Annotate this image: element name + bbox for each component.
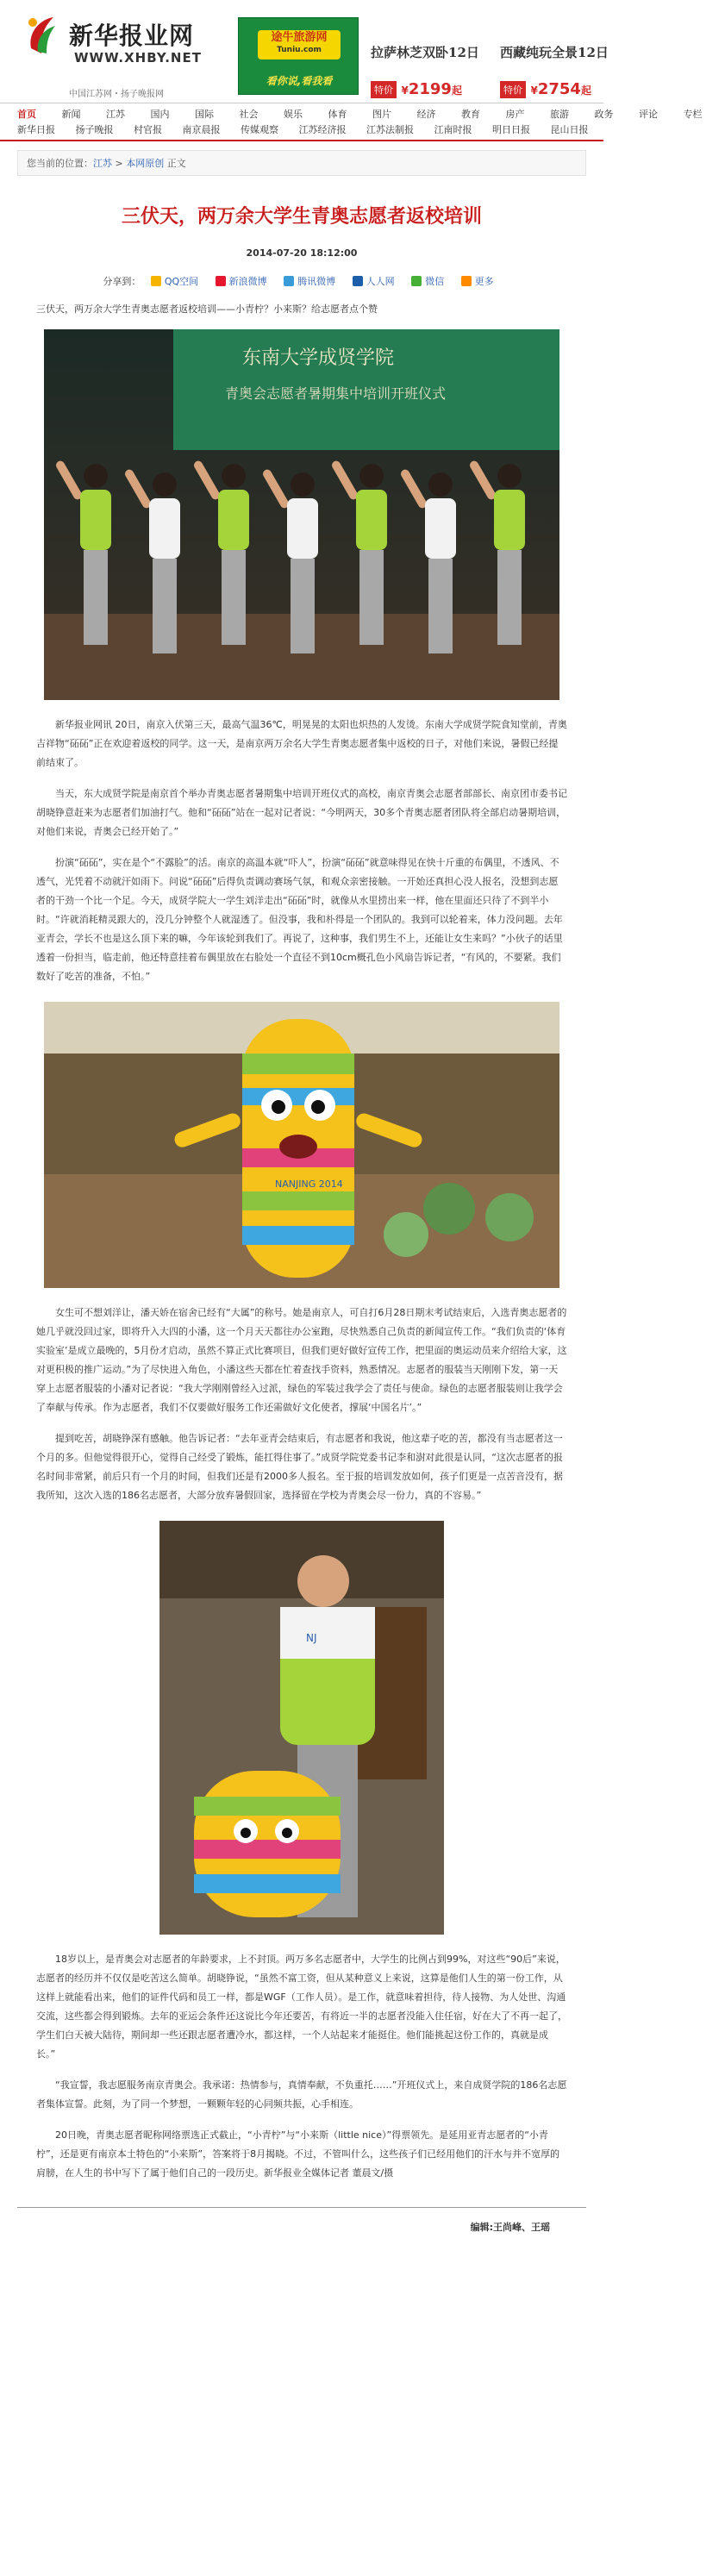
banner-text: 东南大学成贤学院 bbox=[242, 347, 395, 369]
qzone-icon bbox=[151, 276, 161, 286]
breadcrumb-link-original[interactable]: 本网原创 bbox=[126, 158, 165, 169]
share-weibo-label: 新浪微博 bbox=[228, 276, 267, 287]
stage-photo-image bbox=[44, 329, 559, 700]
nav-item[interactable]: 新闻 bbox=[61, 109, 81, 120]
article-editor: 编辑:王尚峰、王瑶 bbox=[470, 2222, 550, 2233]
article-lead: 三伏天，两万余大学生青奥志愿者返校培训——小青柠？小来斯？给志愿者点个赞 bbox=[36, 303, 378, 315]
breadcrumb-prefix: 您当前的位置： bbox=[27, 158, 93, 169]
mascot-photo-image bbox=[44, 1002, 559, 1288]
nav-item[interactable]: 房产 bbox=[505, 109, 525, 120]
nav-paper-item[interactable]: 传媒观察 bbox=[241, 124, 278, 135]
nav-paper-item[interactable]: 昆山日报 bbox=[550, 124, 589, 135]
nav-item[interactable]: 江苏 bbox=[106, 109, 125, 120]
volunteer-photo-image bbox=[159, 1521, 444, 1935]
price-suffix: 起 bbox=[451, 84, 462, 97]
share-qzone-label: QQ空间 bbox=[164, 276, 199, 287]
nav-paper-item[interactable]: 江苏经济报 bbox=[298, 124, 347, 135]
tuniu-ad[interactable] bbox=[238, 17, 359, 95]
nav-paper-item[interactable]: 江南时报 bbox=[434, 124, 472, 135]
promo-lhasa[interactable] bbox=[371, 17, 479, 98]
promo-price bbox=[402, 80, 462, 98]
share-renren[interactable] bbox=[353, 274, 395, 288]
banner-subtext: 青奥会志愿者暑期集中培训开班仪式 bbox=[225, 385, 447, 402]
nav-paper-item[interactable]: 明日日报 bbox=[492, 124, 530, 135]
paragraph: “我宣誓，我志愿服务南京青奥会。我承诺：热情参与，真情奉献，不负重托……”开班仪式上，来自成贤学院的186名志愿者集体宣誓。此刻，为了同一个梦想，一颗颗年轻的心同频共振，心手相连。 bbox=[36, 2079, 567, 2110]
promo-title: 拉萨林芝双卧12日 bbox=[371, 45, 479, 60]
nav-item[interactable]: 娱乐 bbox=[284, 109, 303, 120]
wechat-icon bbox=[411, 276, 422, 286]
promo-price bbox=[531, 80, 591, 98]
paragraph: 新华报业网讯 20日，南京入伏第三天，最高气温36℃，明晃晃的太阳也炽热的人发烫。东南大学成贤学院食知堂前，青奥吉祥物“砳砳”正在欢迎着返校的同学。这一天，是南京两万余名大学生青奥志愿者集中返校的日子，对他们来说，暑假已经提前结束了。 bbox=[36, 719, 567, 768]
article-title: 三伏天，两万余大学生青奥志愿者返校培训 bbox=[121, 205, 482, 228]
nav-item[interactable]: 社会 bbox=[239, 109, 259, 120]
paragraph: 提到吃苦，胡晓铮深有感触。他告诉记者：“去年亚青会结束后，有志愿者和我说，他这辈子吃的苦，都没有当志愿者这一个月的多。但他觉得很开心，觉得自己经受了锻炼，能扛得住事了。”成贤学院党委书记李和澍对此很是认同，“这次志愿者的报名时间非常紧，前后只有一个月的时间，但我们还是有2000多人报名。至于报的培训发放如何，孩子们更是一点苦音没有，据我所知，这次入选的186名志愿者，大部分放弃暑假回家，选择留在学校为青奥会尽一份力，真的不容易。” bbox=[36, 1433, 563, 1501]
nav-paper-item[interactable]: 新华日报 bbox=[17, 124, 55, 135]
article-photo-mascot bbox=[44, 1002, 559, 1288]
share-tweibo-label: 腾讯微博 bbox=[297, 276, 336, 287]
article-photo-volunteer bbox=[159, 1521, 444, 1935]
paragraph: 扮演“砳砳”，实在是个“不露脸”的活。南京的高温本就“吓人”，扮演“砳砳”就意味得见在快十斤重的布偶里，不透风、不透气，光凭着不动就汗如雨下。问说“砳砳”后得负责调动赛场气氛，和观众亲密接触。一开始还真担心没人报名，没想到志愿者的干劲一个比一个足。今天，成贤学院大一学生刘洋走出“砳砳”时，就像从水里捞出来一样，他在里面还只待了不到半小时。“许就消耗精灵跟大的，没几分钟整个人就湿透了。但没事，我和朴得是一个团队的。我到可以轮着来，体力没问题。去年亚青会，学长不也是这么顶下来的嘛，今年该轮到我们了。再说了，这种事，我们男生不上，还能让女生来吗？”小伙子的话里透着一份担当，临走前，他还特意挂着布偶里放在右脸处一个直径不到10cm概孔色小风扇告诉记者，“有风的，不要紧。我们数好了吃苦的准备，不怕。” bbox=[36, 857, 563, 982]
share-bar bbox=[36, 274, 567, 288]
nav-item-home[interactable]: 首页 bbox=[17, 109, 36, 120]
article-photo-stage bbox=[44, 329, 559, 700]
tuniu-logo-text: 途牛旅游网 bbox=[271, 31, 328, 44]
nav-item[interactable]: 旅游 bbox=[550, 109, 569, 120]
site-url: WWW.XHBY.NET bbox=[74, 50, 202, 66]
share-renren-label: 人人网 bbox=[366, 276, 395, 287]
promo-title: 西藏纯玩全景12日 bbox=[500, 45, 609, 60]
currency-symbol: ¥ bbox=[401, 84, 409, 97]
share-tencent-weibo[interactable] bbox=[284, 274, 335, 288]
paragraph: 女生可不想刘洋让，潘天娇在宿舍已经有“大属”的称号。她是南京人，可自打6月28日期末考试结束后，入选青奥志愿者的她几乎就没回过家，即将升入大四的小潘，这一个月天天都往办公室跑，尽快熟悉自己负责的新闻宣传工作。“我们负责的‘体育实验室’是成立最晚的，5月份才启动，虽然不算正式比赛项目，但我们更好做好宣传工作，把里面的奥运动员来介绍给大家，这对更积极的推广运动。”为了尽快进入角色，小潘这些天都在忙着查找手资料，熟悉情况。志愿者的服装当天刚刚下发，第一天穿上志愿者服装的小潘对记者说：“我大学刚刚曾经入过派，绿色的军装过我学会了责任与使命。绿色的志愿者服装则让我学会了奉献与传承。作为志愿者，我们不仅要做好服务工作还需做好文化使者，撑展‘中国名片’。” bbox=[36, 1307, 567, 1413]
nav-item[interactable]: 专栏 bbox=[683, 109, 703, 120]
site-header bbox=[0, 0, 609, 103]
nav-row-channels bbox=[17, 107, 703, 122]
share-more-label: 更多 bbox=[474, 276, 494, 287]
price-suffix: 起 bbox=[580, 84, 591, 97]
promo-tag: 特价 bbox=[500, 81, 526, 98]
nav-item[interactable]: 体育 bbox=[328, 109, 347, 120]
nav-item[interactable]: 评论 bbox=[639, 109, 658, 120]
nav-paper-item[interactable]: 扬子晚报 bbox=[75, 124, 114, 135]
tuniu-slogan: 看你说,看我看 bbox=[266, 75, 333, 87]
breadcrumb bbox=[17, 150, 586, 176]
site-tagline: 中国江苏网・扬子晚报网 bbox=[69, 90, 164, 99]
share-qzone[interactable] bbox=[151, 274, 198, 288]
main-nav bbox=[0, 103, 703, 141]
article-datetime: 2014-07-20 18:12:00 bbox=[246, 247, 358, 259]
promo-tibet[interactable] bbox=[500, 17, 609, 98]
promo-tag: 特价 bbox=[371, 81, 397, 98]
more-icon bbox=[461, 276, 472, 286]
promo-price-value: 2754 bbox=[537, 80, 581, 98]
share-wechat-label: 微信 bbox=[425, 276, 445, 287]
paragraph: 20日晚，青奥志愿者昵称网络票选正式截止，“小青柠”与“小来斯（little nice）”得票领先。是延用亚青志愿者的“小青柠”，还是更有南京本土特色的“小来斯”，答案将于8月揭晓。不过，不管叫什么，这些孩子们已经用他们的汗水与并不宽厚的肩膀，在人生的书中写下了属于他们自己的一段历史。新华报业全媒体记者 董晨文/摄 bbox=[36, 2129, 560, 2179]
tencent-weibo-icon bbox=[284, 276, 294, 286]
share-sina-weibo[interactable] bbox=[216, 274, 267, 288]
currency-symbol: ¥ bbox=[530, 84, 538, 97]
share-label: 分享到： bbox=[103, 276, 141, 287]
nav-item[interactable]: 国内 bbox=[150, 109, 170, 120]
promo-price-value: 2199 bbox=[408, 80, 452, 98]
tuniu-logo bbox=[258, 30, 341, 59]
renren-icon bbox=[353, 276, 363, 286]
paragraph: 18岁以上，是青奥会对志愿者的年龄要求，上不封顶。两万多名志愿者中，大学生的比例占到99%，对这些“90后”来说，志愿者的经历并不仅仅是吃苦这么简单。胡晓铮说，“虽然不富工资，但从某种意义上来说，这算是他们人生的第一份工作，从这样上就能看出来，他们的证件代码和员工一样，都是WGF（工作人员）。是工作，就意味着担待，待人接物、为人处世、沟通交流，这些都会得到锻炼。去年的亚运会条件还这说比今年还要苦，有将近一半的志愿者没能入住任宿，好在大了不再一起了，学生们白天被大陆待，期间却一些还跟志愿者遭冷水，都这样，一个人站起来才能挺住。他们能挑起这份工作的，真就是成长。” bbox=[36, 1954, 567, 2060]
share-more[interactable] bbox=[461, 274, 494, 288]
shirt-text: NJ bbox=[306, 1632, 317, 1644]
nav-paper-item[interactable]: 南京晨报 bbox=[182, 124, 221, 135]
nav-paper-item[interactable]: 江苏法制报 bbox=[366, 124, 414, 135]
nav-item[interactable]: 图片 bbox=[372, 109, 391, 120]
site-logo[interactable] bbox=[17, 12, 233, 64]
logo-mark-icon bbox=[24, 14, 59, 57]
nav-item[interactable]: 经济 bbox=[416, 109, 436, 120]
tuniu-domain: Tuniu.com bbox=[277, 46, 322, 54]
share-wechat[interactable] bbox=[411, 274, 444, 288]
weibo-icon bbox=[216, 276, 226, 286]
nav-item[interactable]: 教育 bbox=[461, 109, 480, 120]
paragraph: 当天，东大成贤学院是南京首个举办青奥志愿者暑期集中培训开班仪式的高校，南京青奥会志愿者部部长、南京团市委书记胡晓铮意赶来为志愿者们加油打气。他和“砳砳”站在一起对记者说：“今明两天，30多个青奥志愿者团队将全部启动暑期培训，对他们来说，青奥会已经开始了。” bbox=[36, 788, 567, 837]
nav-item[interactable]: 政务 bbox=[594, 109, 614, 120]
nav-paper-item[interactable]: 村官报 bbox=[134, 124, 162, 135]
article-divider bbox=[17, 2207, 586, 2208]
site-name: 新华报业网 bbox=[69, 22, 195, 50]
nav-item[interactable]: 国际 bbox=[195, 109, 214, 120]
breadcrumb-separator: > bbox=[112, 158, 127, 169]
nav-row-papers bbox=[17, 122, 589, 138]
breadcrumb-link-jiangsu[interactable]: 江苏 bbox=[93, 158, 112, 169]
breadcrumb-suffix: 正文 bbox=[164, 158, 186, 169]
mascot-text: NANJING 2014 bbox=[275, 1179, 343, 1190]
article-body bbox=[36, 202, 567, 2183]
